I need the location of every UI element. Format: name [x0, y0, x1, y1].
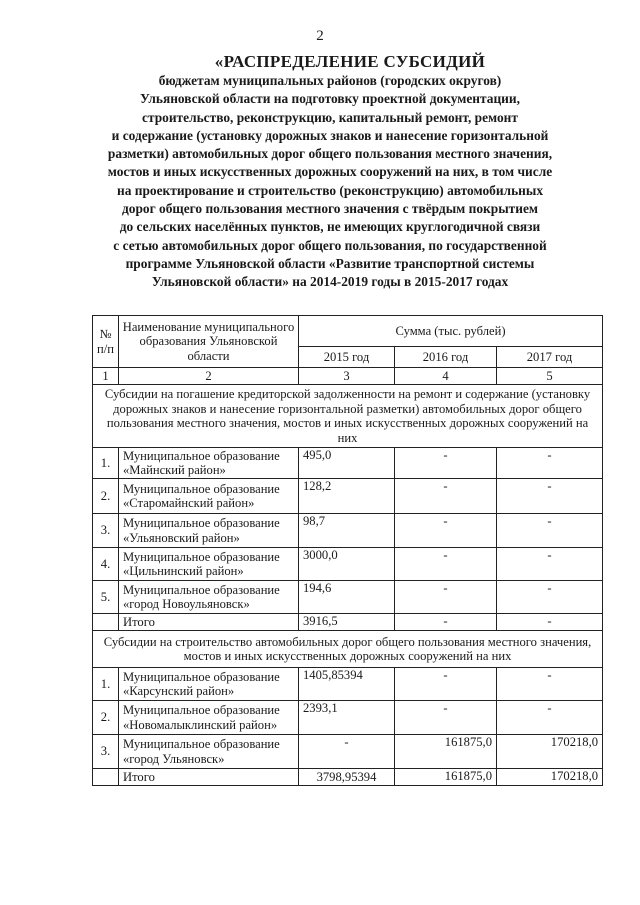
value-2015: 3000,0 [299, 548, 395, 581]
table-row [93, 448, 603, 479]
value-2017: 170218,0 [497, 735, 603, 769]
value-2015: 1405,85394 [299, 668, 395, 701]
municipality-prefix: Муниципальное образование [123, 703, 280, 717]
value-2015: 495,0 [299, 448, 395, 479]
row-number: 3. [93, 735, 119, 769]
total-label: Итого [119, 769, 299, 786]
header-row [93, 316, 603, 347]
municipality-name: «город Ульяновск» [123, 751, 225, 766]
total-row [93, 614, 603, 631]
value-2015: 98,7 [299, 514, 395, 548]
title-line: Ульяновской области» на 2014-2019 годы в 2015-2017 годах [151, 274, 509, 290]
title-line: до сельских населённых пунктов, не имеющих круглогодичной связи [119, 219, 541, 235]
municipality-prefix: Муниципальное образование [123, 516, 280, 530]
value-2017: - [497, 448, 603, 479]
value-2017: - [497, 701, 603, 735]
value-2015: - [299, 735, 395, 769]
value-2017: - [497, 581, 603, 614]
municipality-name: «Майнский район» [123, 463, 226, 477]
municipality-name: «Новомалыклинский район» [123, 717, 278, 732]
row-number: 5. [93, 581, 119, 614]
table-row [93, 479, 603, 514]
table-row [93, 701, 603, 735]
value-2015: 2393,1 [299, 701, 395, 735]
value-2017: - [497, 479, 603, 514]
table-row [93, 668, 603, 701]
table-row [93, 548, 603, 581]
row-number: 2. [93, 701, 119, 735]
value-2016: - [395, 514, 497, 548]
header-sum: Сумма (тыс. рублей) [299, 316, 603, 347]
section-title: Субсидии на погашение кредиторской задолженности на ремонт и содержание (установку дорожных знаков и нанесение горизонтальной разметки) автомобильных дорог общего пользования местного значения, мостов и иных искусственных дорожных сооружений на них [93, 385, 603, 448]
municipality-prefix: Муниципальное образование [123, 481, 280, 496]
row-number: 2. [93, 479, 119, 514]
section-row [93, 385, 603, 448]
value-2017: - [497, 514, 603, 548]
total-label: Итого [119, 614, 299, 631]
table-row [93, 514, 603, 548]
header-2015: 2015 год [299, 347, 395, 368]
column-numbers-row [93, 368, 603, 385]
total-row [93, 769, 603, 786]
municipality-name: «Ульяновский район» [123, 530, 240, 545]
value-2016: - [395, 448, 497, 479]
total-2016: - [395, 614, 497, 631]
row-number: 1. [93, 448, 119, 479]
municipality-cell [119, 548, 299, 581]
document-title [60, 52, 600, 292]
total-2016: 161875,0 [395, 769, 497, 786]
municipality-name: «Старомайнский район» [123, 496, 255, 510]
title-main: «РАСПРЕДЕЛЕНИЕ СУБСИДИЙ [214, 52, 486, 71]
row-number: 1. [93, 668, 119, 701]
title-line: с сетью автомобильных дорог общего пользования, по государственной [113, 237, 547, 253]
column-number: 5 [497, 368, 603, 385]
municipality-cell [119, 701, 299, 735]
column-number: 4 [395, 368, 497, 385]
municipality-cell [119, 668, 299, 701]
value-2016: - [395, 668, 497, 701]
header-2017: 2017 год [497, 347, 603, 368]
row-number: 4. [93, 548, 119, 581]
municipality-name: «Карсунский район» [123, 684, 235, 698]
municipality-name: «Цильнинский район» [123, 564, 244, 578]
value-2016: - [395, 701, 497, 735]
title-line: на проектирование и строительство (реконструкцию) автомобильных [116, 182, 544, 198]
title-line: разметки) автомобильных дорог общего пользования местного значения, [107, 146, 553, 162]
table-row [93, 581, 603, 614]
column-number: 3 [299, 368, 395, 385]
title-line: мостов и иных искусственных дорожных сооружений на них, в том числе [107, 164, 553, 180]
section-title: Субсидии на строительство автомобильных дорог общего пользования местного значения, мостов и иных искусственных дорожных сооружений на них [93, 631, 603, 668]
value-2016: 161875,0 [395, 735, 497, 769]
subsidy-table [92, 315, 603, 786]
municipality-prefix: Муниципальное образование [123, 448, 280, 463]
municipality-cell [119, 448, 299, 479]
title-line: бюджетам муниципальных районов (городских округов) [158, 73, 502, 88]
header-name: Наименование муниципального образования Ульяновской области [119, 316, 299, 368]
column-number: 2 [119, 368, 299, 385]
municipality-cell [119, 514, 299, 548]
title-line: и содержание (установку дорожных знаков и нанесение горизонтальной [111, 127, 549, 143]
municipality-prefix: Муниципальное образование [123, 737, 280, 751]
table-row [93, 735, 603, 769]
municipality-prefix: Муниципальное образование [123, 549, 280, 564]
municipality-name: «город Новоульяновск» [123, 597, 250, 611]
value-2016: - [395, 548, 497, 581]
header-number: № п/п [93, 316, 119, 368]
value-2015: 128,2 [299, 479, 395, 514]
page-number: 2 [316, 28, 324, 44]
municipality-cell [119, 479, 299, 514]
municipality-prefix: Муниципальное образование [123, 669, 280, 684]
value-2015: 194,6 [299, 581, 395, 614]
total-2015: 3916,5 [299, 614, 395, 631]
total-2017: - [497, 614, 603, 631]
title-line: строительство, реконструкцию, капитальный ремонт, ремонт [142, 109, 518, 125]
value-2016: - [395, 581, 497, 614]
column-number: 1 [93, 368, 119, 385]
municipality-cell [119, 735, 299, 769]
row-number: 3. [93, 514, 119, 548]
value-2017: - [497, 548, 603, 581]
title-line: программе Ульяновской области «Развитие транспортной системы [125, 255, 535, 271]
section-row [93, 631, 603, 668]
value-2016: - [395, 479, 497, 514]
municipality-prefix: Муниципальное образование [123, 582, 280, 597]
total-2017: 170218,0 [497, 769, 603, 786]
municipality-cell [119, 581, 299, 614]
value-2017: - [497, 668, 603, 701]
header-2016: 2016 год [395, 347, 497, 368]
title-line: Ульяновской области на подготовку проектной документации, [140, 91, 520, 107]
title-line: дорог общего пользования местного значения с твёрдым покрытием [121, 201, 539, 217]
total-2015: 3798,95394 [299, 769, 395, 786]
